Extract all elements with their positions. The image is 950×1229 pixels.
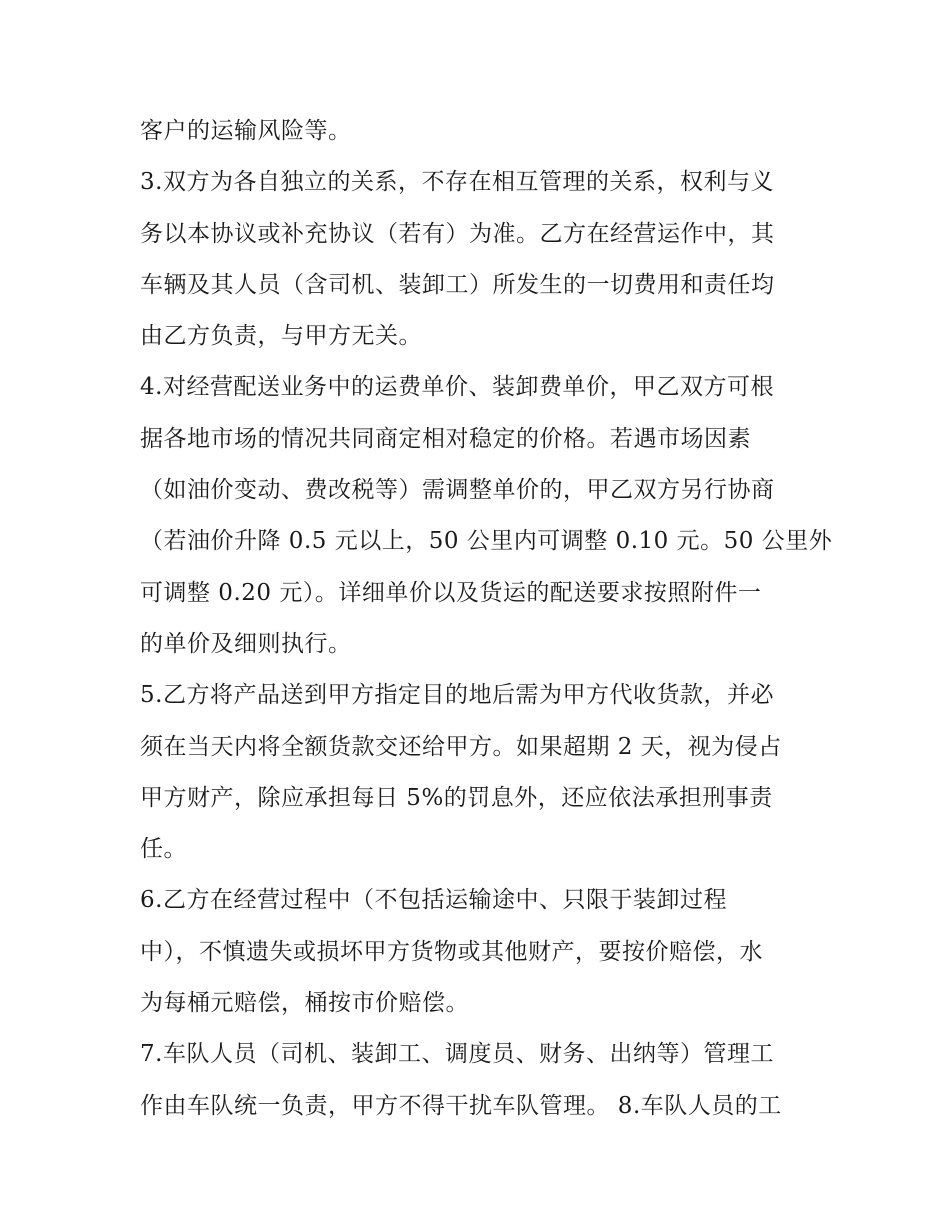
- text-line: （若油价升降 0.5 元以上，50 公里内可调整 0.10 元。50 公里外: [140, 528, 833, 555]
- text-line: 为每桶元赔偿，桶按市价赔偿。: [140, 990, 469, 1017]
- text-line: 6.乙方在经营过程中（不包括运输途中、只限于装卸过程: [140, 887, 727, 914]
- text-line: （如油价变动、费改税等）需调整单价的，甲乙双方另行协商: [140, 477, 775, 504]
- contract-text-block: [140, 106, 833, 1132]
- text-line: 车辆及其人员（含司机、装卸工）所发生的一切费用和责任均: [140, 271, 775, 298]
- text-line: 由乙方负责，与甲方无关。: [140, 323, 422, 350]
- text-line: 4.对经营配送业务中的运费单价、装卸费单价，甲乙双方可根: [140, 374, 774, 401]
- text-line: 可调整 0.20 元）。详细单价以及货运的配送要求按照附件一: [140, 579, 762, 606]
- text-line: 7.车队人员（司机、装卸工、调度员、财务、出纳等）管理工: [140, 1041, 774, 1068]
- text-line: 中），不慎遗失或损坏甲方货物或其他财产，要按价赔偿，水: [140, 938, 763, 965]
- text-line: 客户的运输风险等。: [140, 118, 352, 144]
- text-line: 甲方财产，除应承担每日 5%的罚息外，还应依法承担刑事责: [140, 784, 773, 811]
- text-line: 任。: [140, 836, 187, 863]
- text-line: 务以本协议或补充协议（若有）为准。乙方在经营运作中，其: [140, 220, 775, 247]
- text-line: 3.双方为各自独立的关系，不存在相互管理的关系，权利与义: [140, 169, 774, 196]
- text-line: 作由车队统一负责，甲方不得干扰车队管理。 8.车队人员的工: [140, 1092, 782, 1119]
- text-line: 5.乙方将产品送到甲方指定目的地后需为甲方代收货款，并必: [140, 682, 774, 709]
- text-line: 的单价及细则执行。: [140, 630, 352, 657]
- text-line: 据各地市场的情况共同商定相对稳定的价格。若遇市场因素: [140, 425, 751, 452]
- text-line: 须在当天内将全额货款交还给甲方。如果超期 2 天，视为侵占: [140, 733, 782, 760]
